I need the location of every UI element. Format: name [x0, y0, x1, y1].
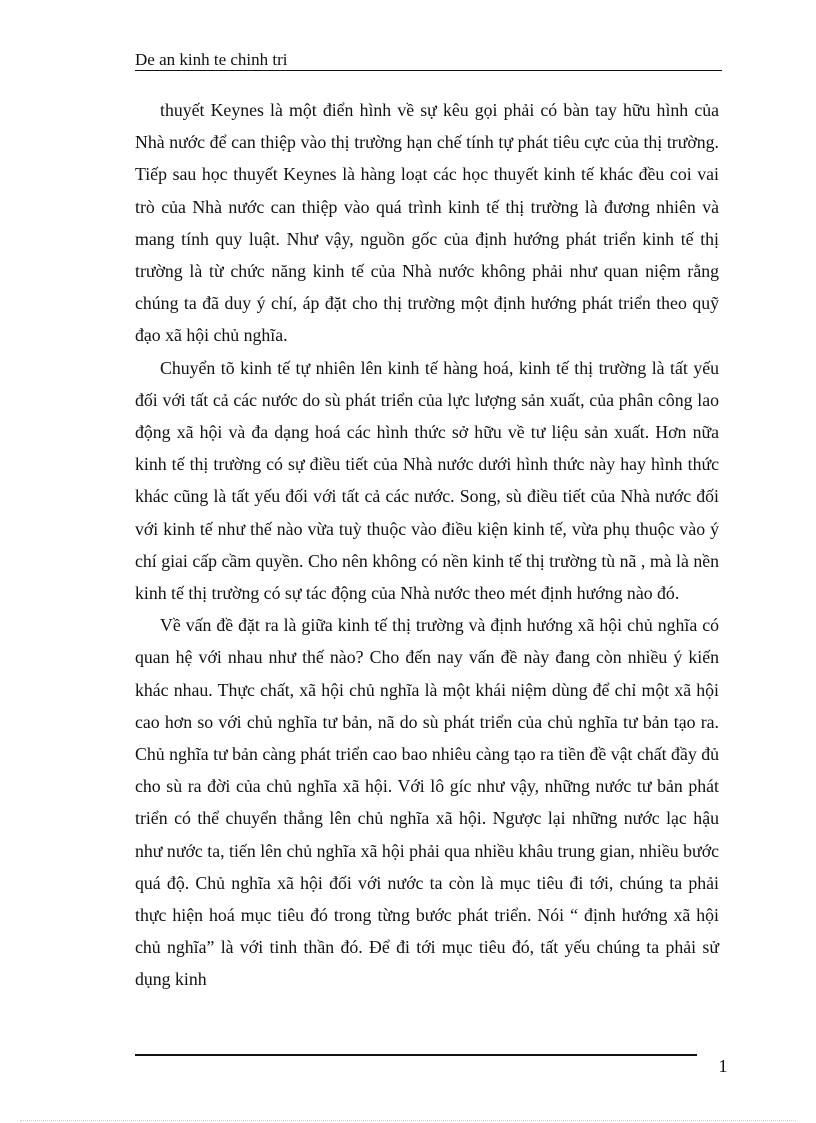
- page-number: 1: [718, 1056, 728, 1076]
- paragraph-1: thuyết Keynes là một điển hình về sự kêu gọi phải có bàn tay hữu hình của Nhà nước để can thiệp vào thị trường hạn chế tính tự phát tiêu cực của thị trường. Tiếp sau học thuyết Keynes là hàng loạt các học thuyết kinh tế khác đều coi vai trò của Nhà nước can thiệp vào quá trình kinh tế thị trường là đương nhiên và mang tính quy luật. Như vậy, nguồn gốc của định hướng phát triển kinh tế thị trường là từ chức năng kinh tế của Nhà nước không phải như quan niệm rằng chúng ta đã duy ý chí, áp đặt cho thị trường một định hướng phát triển theo quỹ đạo xã hội chủ nghĩa.: [135, 100, 719, 346]
- paragraph-3: Về vấn đề đặt ra là giữa kinh tế thị trường và định hướng xã hội chủ nghĩa có quan hệ với nhau như thế nào? Cho đến nay vấn đề này đang còn nhiều ý kiến khác nhau. Thực chất, xã hội chủ nghĩa là một khái niệm dùng để chỉ một xã hội cao hơn so với chủ nghĩa tư bản, nã do sù phát triển của chủ nghĩa tư bản tạo ra. Chủ nghĩa tư bản càng phát triển cao bao nhiêu càng tạo ra tiền đề vật chất đầy đủ cho sù ra đời của chủ nghĩa xã hội. Với lô gíc như vậy, những nước tư bản phát triển có thể chuyển thẳng lên chủ nghĩa xã hội. Ngược lại những nước lạc hậu như nước ta, tiến lên chủ nghĩa xã hội phải qua nhiều khâu trung gian, nhiều bước quá độ. Chủ nghĩa xã hội đối với nước ta còn là mục tiêu đi tới, chúng ta phải thực hiện hoá mục tiêu đó trong từng bước phát triển. Nói “ định hướng xã hội chủ nghĩa” là với tinh thần đó. Để đi tới mục tiêu đó, tất yếu chúng ta phải sử dụng kinh: [135, 615, 719, 990]
- body-text: [135, 94, 719, 996]
- header-rule: [135, 70, 722, 71]
- paragraph-2: Chuyển tõ kinh tế tự nhiên lên kinh tế hàng hoá, kinh tế thị trường là tất yếu đối với tất cả các nước do sù phát triển của lực lượng sản xuất, của phân công lao động xã hội và đa dạng hoá các hình thức sở hữu về tư liệu sản xuất. Hơn nữa kinh tế thị trường có sự điều tiết của Nhà nước dưới hình thức này hay hình thức khác cũng là tất yếu đối với tất cả các nước. Song, sù điều tiết của Nhà nước đối với kinh tế như thế nào vừa tuỳ thuộc vào điều kiện kinh tế, vừa phụ thuộc vào ý chí giai cấp cầm quyền. Cho nên không có nền kinh tế thị trường tù nã , mà là nền kinh tế thị trường có sự tác động của Nhà nước theo mét định hướng nào đó.: [135, 357, 719, 604]
- running-header: De an kinh te chinh tri: [135, 50, 288, 69]
- page-bottom-edge: [20, 1120, 796, 1121]
- footer-rule: [135, 1054, 697, 1056]
